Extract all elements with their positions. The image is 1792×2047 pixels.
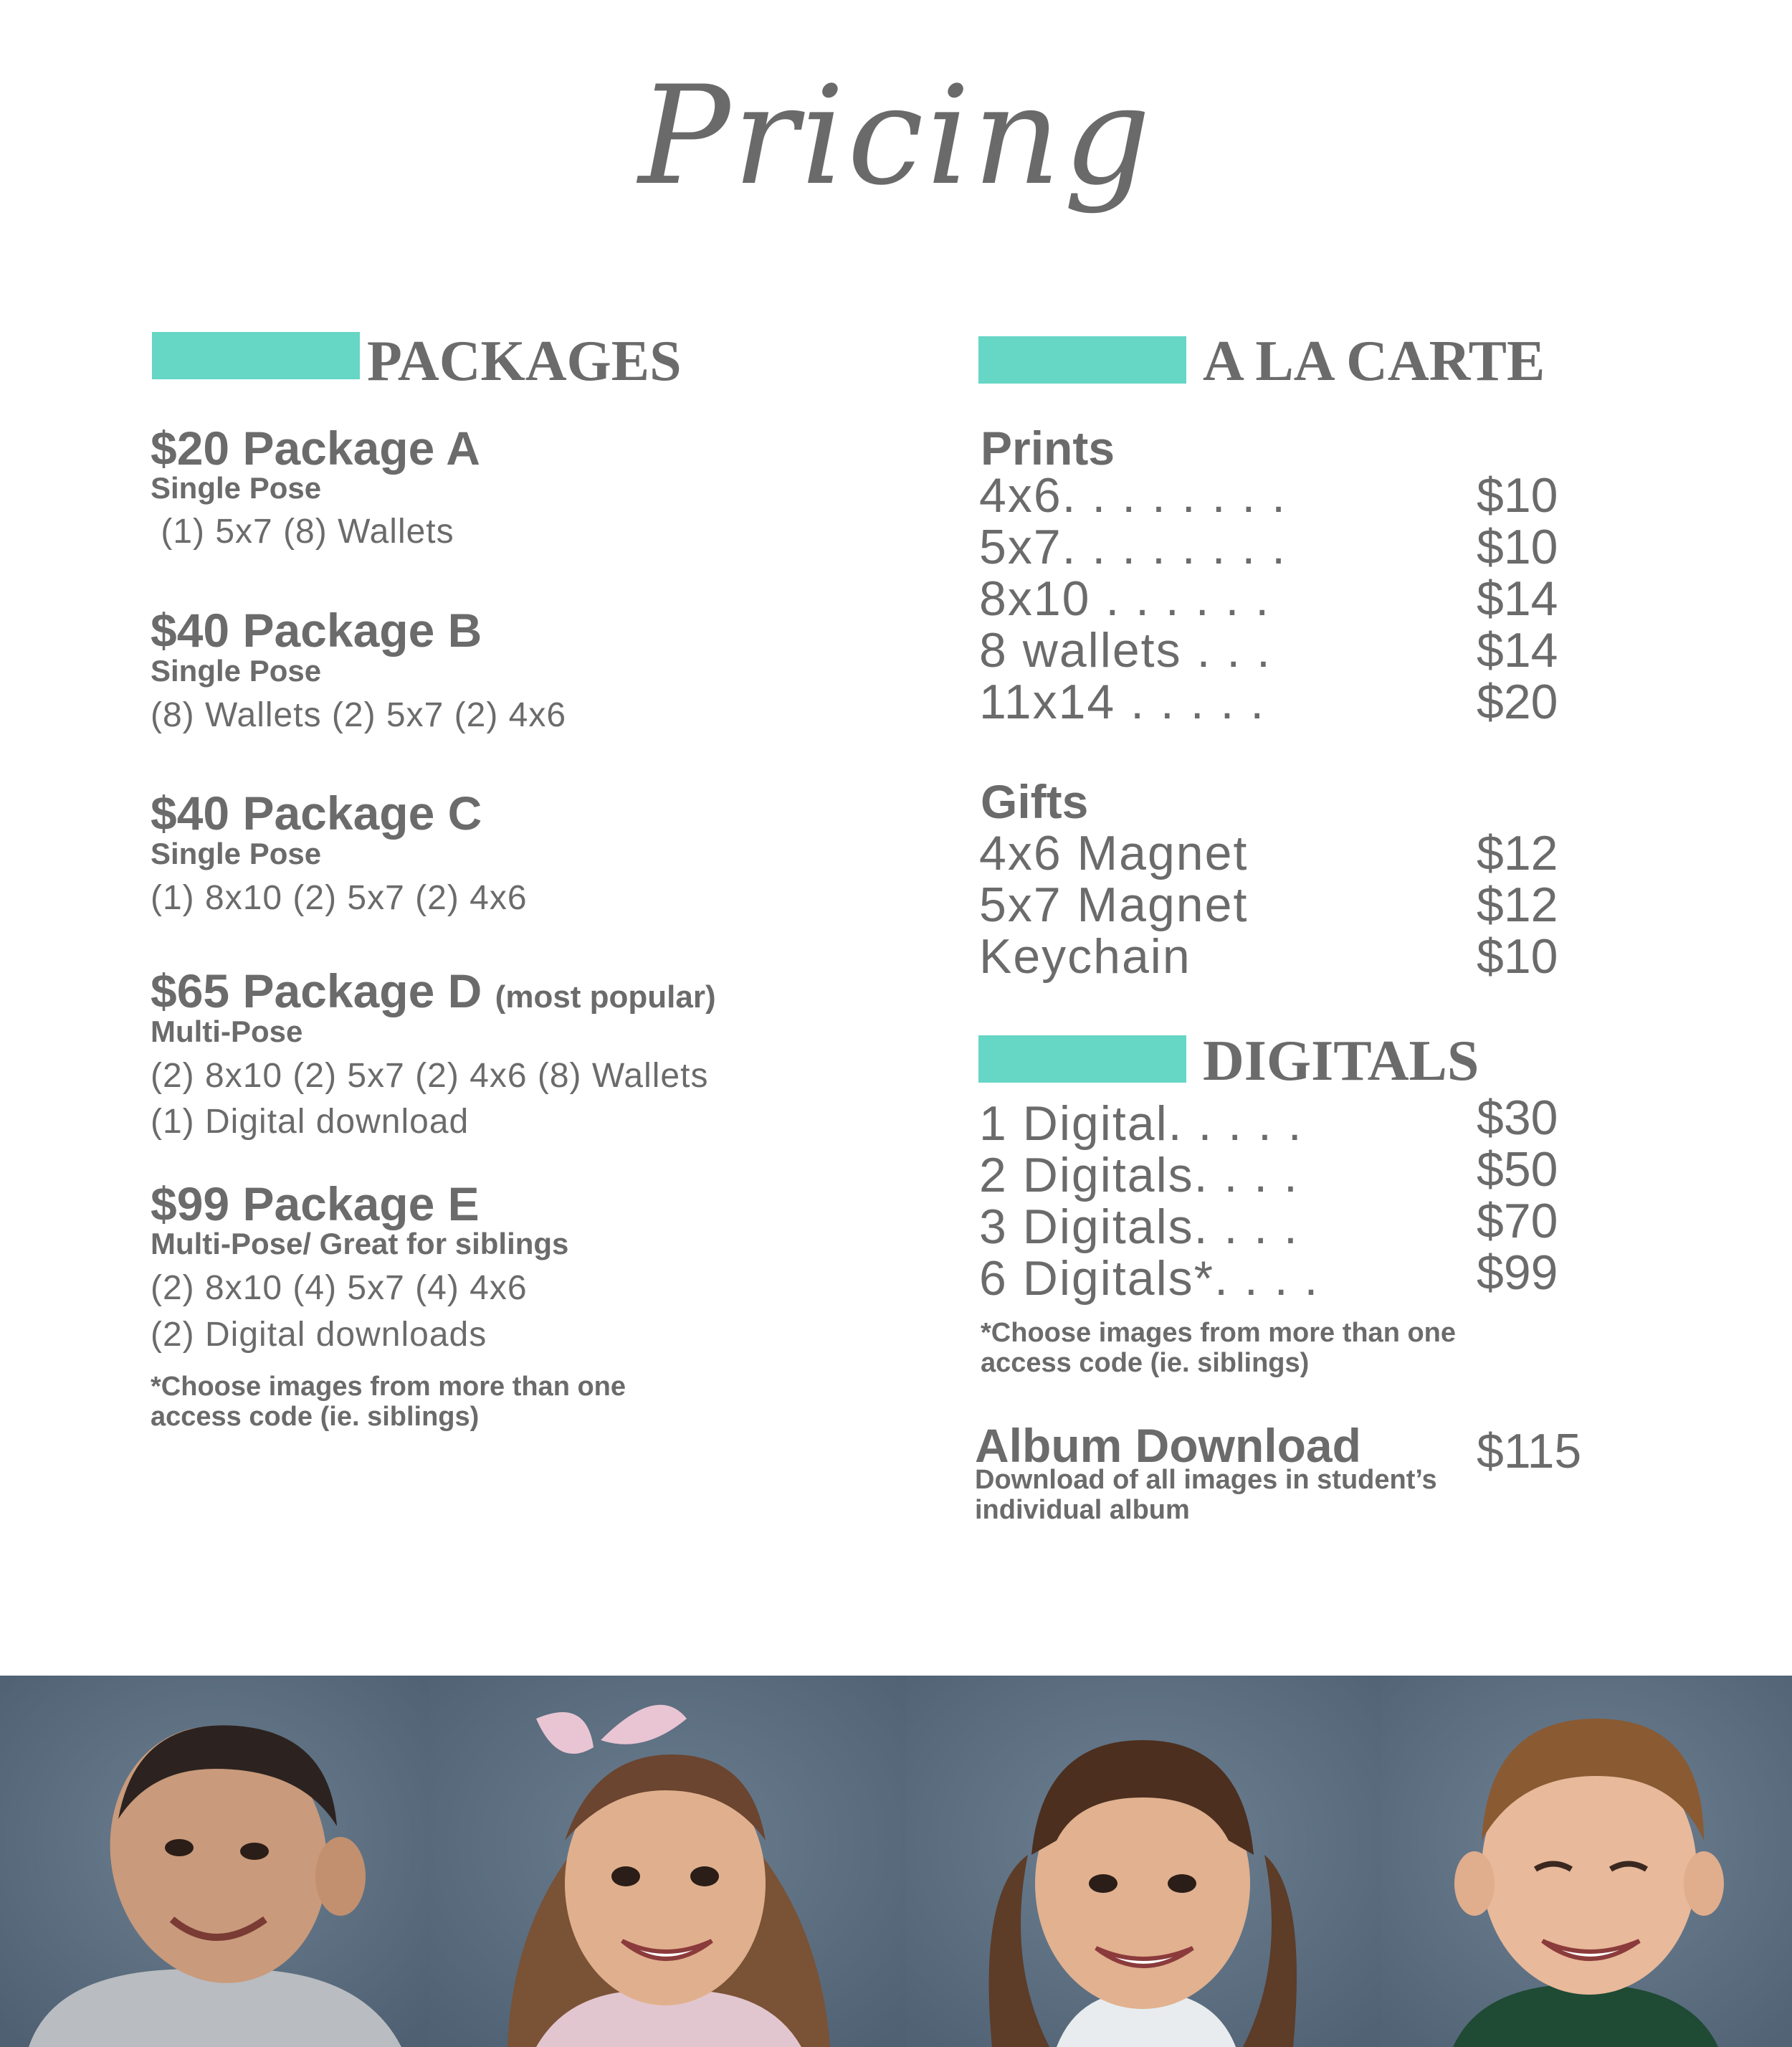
packages-footnote [151, 1372, 626, 1432]
print-item-name: 8 wallets . . . [979, 623, 1272, 678]
print-item-price: $10 [1477, 468, 1558, 523]
album-description-line: individual album [975, 1495, 1190, 1525]
package-a-contents: (1) 5x7 (8) Wallets [151, 513, 454, 551]
digital-item-name: 6 Digitals*. . . . [979, 1251, 1320, 1306]
print-item-price: $10 [1477, 520, 1558, 574]
digitals-footnote [981, 1318, 1456, 1378]
alacarte-heading: A LA CARTE [1203, 330, 1545, 393]
digital-item-name: 3 Digitals. . . . [979, 1200, 1299, 1254]
gift-item-price: $12 [1477, 878, 1558, 932]
footnote-line: *Choose images from more than one [151, 1372, 626, 1402]
packages-accent-bar [152, 332, 360, 379]
digital-item-name: 1 Digital. . . . . [979, 1096, 1303, 1151]
package-c-title [151, 787, 482, 840]
footnote-line: access code (ie. siblings) [981, 1348, 1310, 1378]
print-item-price: $14 [1477, 623, 1558, 678]
portrait-photo-girl-1 [429, 1676, 906, 2047]
footnote-line: access code (ie. siblings) [151, 1402, 480, 1432]
gift-item-name: Keychain [979, 929, 1191, 984]
digitals-heading: DIGITALS [1203, 1030, 1479, 1093]
package-b-title [151, 604, 482, 657]
package-d-title [151, 964, 716, 1017]
packages-heading: PACKAGES [367, 330, 682, 393]
print-item-price: $14 [1477, 571, 1558, 626]
package-e-digital: (2) Digital downloads [151, 1316, 487, 1354]
package-title-text: $40 Package B [151, 604, 482, 657]
footnote-line: *Choose images from more than one [981, 1318, 1457, 1348]
package-title-text: $40 Package C [151, 787, 482, 840]
package-a-title [151, 422, 480, 475]
gift-item-name: 5x7 Magnet [979, 878, 1249, 932]
package-title-text: $65 Package D [151, 964, 482, 1017]
package-e-title [151, 1177, 480, 1230]
print-item-name: 11x14 . . . . . [979, 675, 1266, 729]
portrait-photo-strip [0, 1676, 1792, 2047]
digital-item-price: $70 [1477, 1194, 1558, 1248]
package-e-subtitle: Multi-Pose/ Great for siblings [151, 1227, 569, 1260]
gift-item-price: $12 [1477, 826, 1558, 880]
prints-label: Prints [981, 422, 1115, 475]
package-c-subtitle: Single Pose [151, 837, 322, 870]
alacarte-accent-bar [978, 336, 1186, 384]
package-a-subtitle: Single Pose [151, 471, 322, 505]
portrait-photo-girl-2 [906, 1676, 1381, 2047]
album-download-price: $115 [1477, 1424, 1582, 1478]
album-download-title: Album Download [975, 1419, 1361, 1472]
page-title: Pricing [638, 57, 1154, 215]
gift-item-price: $10 [1477, 929, 1558, 984]
digital-item-name: 2 Digitals. . . . [979, 1148, 1299, 1202]
package-b-contents: (8) Wallets (2) 5x7 (2) 4x6 [151, 696, 567, 734]
package-d-subtitle: Multi-Pose [151, 1015, 303, 1048]
digital-item-price: $99 [1477, 1245, 1558, 1300]
package-b-subtitle: Single Pose [151, 654, 322, 688]
print-item-name: 5x7. . . . . . . . [979, 520, 1287, 574]
package-d-digital: (1) Digital download [151, 1103, 470, 1141]
digital-item-price: $30 [1477, 1091, 1558, 1145]
print-item-price: $20 [1477, 675, 1558, 729]
print-item-name: 4x6. . . . . . . . [979, 468, 1287, 523]
package-title-text: $99 Package E [151, 1177, 480, 1230]
portrait-photo-boy-1 [0, 1676, 429, 2047]
album-download-description [975, 1465, 1437, 1525]
most-popular-note: (most popular) [495, 979, 716, 1015]
digital-item-price: $50 [1477, 1142, 1558, 1197]
package-d-contents: (2) 8x10 (2) 5x7 (2) 4x6 (8) Wallets [151, 1057, 709, 1095]
album-description-line: Download of all images in student’s [975, 1465, 1437, 1495]
gift-item-name: 4x6 Magnet [979, 826, 1249, 880]
print-item-name: 8x10 . . . . . . [979, 571, 1271, 626]
digitals-accent-bar [978, 1035, 1186, 1083]
package-title-text: $20 Package A [151, 422, 480, 475]
gifts-label: Gifts [981, 775, 1089, 828]
portrait-photo-boy-2 [1381, 1676, 1792, 2047]
package-c-contents: (1) 8x10 (2) 5x7 (2) 4x6 [151, 879, 528, 917]
package-e-contents: (2) 8x10 (4) 5x7 (4) 4x6 [151, 1269, 528, 1307]
